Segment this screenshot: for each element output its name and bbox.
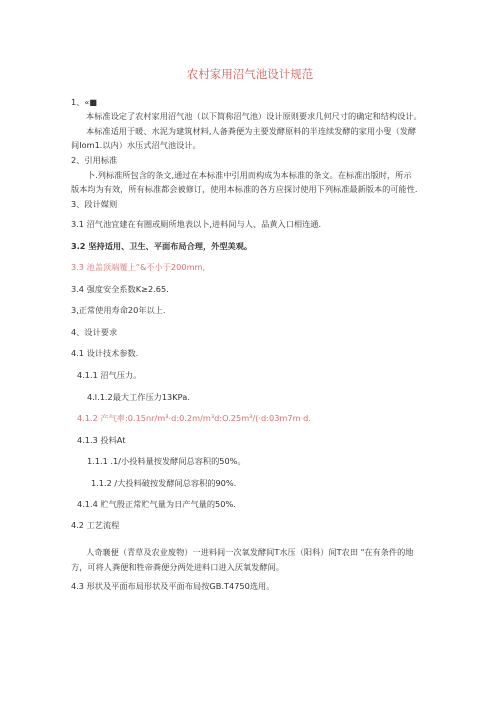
clause-3-1: 3.1 沼气池宜建在有圈或厕所地表以卜,进料间与人、品黄入口相连通. [71, 219, 322, 229]
clause-3-4: 3.4 强度安全系数K≥2.65. [71, 284, 169, 294]
section-2-heading: 2、引用标准 [71, 155, 118, 165]
paragraph-references: 卜.列标准所包含的条文,通过在本标准中引用而构成为本标准的条文。在标准出版时，所示 [87, 170, 412, 180]
clause-3-3: 3.3 池盖顶端覆上”&不小于200mm, [71, 262, 206, 272]
paragraph-process: 人奇襄便（青草及农业废物）一进料间一次氧发酵间T水压（阳科）间T农田 "在有条件的地 [86, 547, 414, 557]
paragraph-references-cont: 版本均为有效，所有标准都会被修订，使用本标准的各方应探讨使用下列标准最新版本的可能性. [71, 184, 418, 194]
clause-4-1-1-2: 4.l.1.2最大工作压力13KPa. [87, 392, 190, 402]
clause-4-1-4: 4.1.4 贮气殷正常贮气量为日产气量的50%. [77, 499, 236, 509]
clause-4-1-2: 4.1.2 产气率:0.15nr/m³·d:0.2m/m³d:O.25m³/(·d:03m7m·d. [77, 413, 311, 423]
clause-1-1-2: 1.1.2 /大投料破按发酵间总容积的90%. [91, 478, 237, 488]
paragraph-process-cont: 方，可将人粪便和牲帝粪便分两处进料口进入厌氧发酵间。 [71, 562, 284, 572]
clause-1-1-1: 1.1.1 .1/小投料量按发酵间总容积的50%。 [87, 456, 246, 466]
clause-3-2: 3.2 坚持适用、卫生、平面布局合理，外型美观。 [71, 241, 253, 251]
section-4-heading: 4、设计要求 [71, 327, 118, 337]
section-1-heading: 1、«■ [71, 97, 98, 107]
paragraph-scope: 本标准设定了农村家用沼气池（以下简称沼气池）设计原则要求几何尺寸的确定和结构设计。 [86, 111, 422, 121]
clause-4-1-3: 4.1.3 投料At [77, 435, 126, 445]
paragraph-applicability-cont: 间Iom1.以内）水压式沼气池设计。 [71, 140, 201, 150]
paragraph-applicability: 本标准适用于暖、水泥为建筑材料,人备粪便为主要发酵原料的半连续发酵的家用小叟（发酵 [86, 126, 417, 136]
clause-4-1-1: 4.1.1 沼气压力。 [77, 370, 142, 380]
document-title: 农村家用沼气池设计规范 [186, 67, 314, 81]
clause-3-5: 3,正常使用寿命20年以上. [71, 305, 166, 315]
clause-4-3: 4.3 形状及平面布局形状及平面布局按GB.T4750选用。 [71, 581, 275, 591]
clause-4-1: 4.1 设计技术参数. [71, 348, 139, 358]
clause-4-2: 4.2 工艺流程 [71, 520, 120, 530]
section-3-heading: 3、段计媒则 [71, 199, 118, 209]
